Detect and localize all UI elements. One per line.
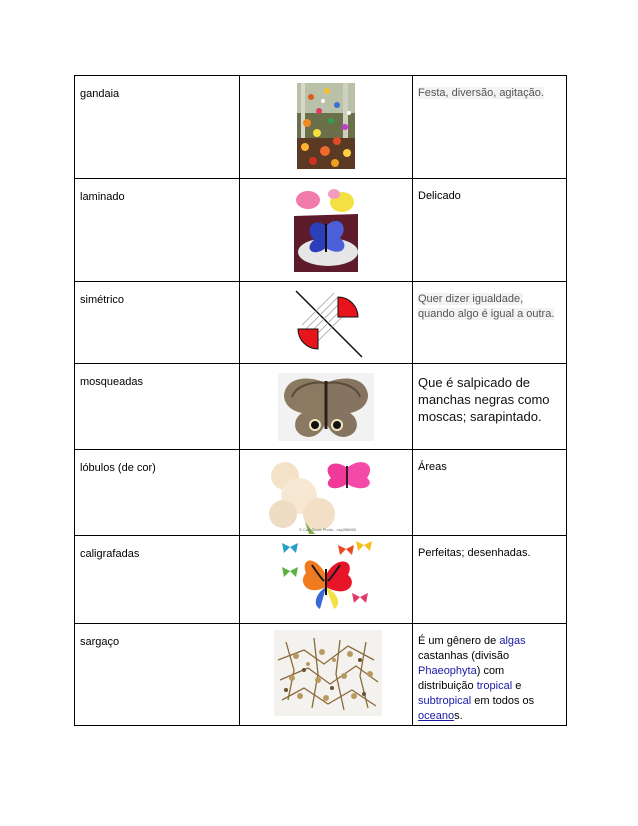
image-cell xyxy=(240,536,413,624)
link-algas[interactable]: algas xyxy=(499,635,526,647)
definition-text: Quer dizer igualdade, quando algo é igual a outra. xyxy=(418,293,555,320)
table-row xyxy=(75,624,567,726)
image-cell xyxy=(240,364,413,450)
word-cell xyxy=(75,364,240,450)
definition-text: Que é salpicado de manchas negras como moscas; sarapintado. xyxy=(418,375,550,424)
link-oceano[interactable]: oceano xyxy=(418,710,455,722)
word-text: simétrico xyxy=(80,294,125,306)
watermark-text: © Can Stock Photo - csp286600 xyxy=(299,527,357,532)
word-cell xyxy=(75,536,240,624)
link-phaeophyta[interactable]: Phaeophyta xyxy=(418,665,477,677)
definition-text: Festa, diversão, agitação. xyxy=(418,87,544,99)
image-cell xyxy=(240,624,413,726)
word-text: gandaia xyxy=(80,88,120,100)
image-cell xyxy=(240,76,413,179)
definition-cell xyxy=(413,76,567,179)
definition-cell xyxy=(413,450,567,536)
pink-butterfly-roses-image xyxy=(269,452,383,534)
festival-butterflies-image xyxy=(297,83,355,169)
table-row xyxy=(75,282,567,364)
image-cell xyxy=(240,450,413,536)
definition-text: Delicado xyxy=(418,190,461,202)
image-cell xyxy=(240,282,413,364)
word-cell xyxy=(75,450,240,536)
word-cell xyxy=(75,282,240,364)
word-text: mosqueadas xyxy=(80,376,143,388)
link-tropical[interactable]: tropical xyxy=(476,680,513,692)
word-text: sargaço xyxy=(80,636,120,648)
owl-butterfly-image xyxy=(278,373,374,441)
word-cell xyxy=(75,624,240,726)
definition-text: Perfeitas; desenhadas. xyxy=(418,547,531,559)
vocabulary-table xyxy=(74,75,567,726)
table-row xyxy=(75,364,567,450)
colorful-butterflies-image xyxy=(276,541,376,619)
table-row xyxy=(75,450,567,536)
blue-butterfly-image xyxy=(294,186,358,272)
sargassum-seaweed-image xyxy=(274,630,382,716)
definition-cell xyxy=(413,536,567,624)
definition-cell xyxy=(413,282,567,364)
image-cell xyxy=(240,179,413,282)
word-text: lóbulos (de cor) xyxy=(80,462,156,474)
word-text: laminado xyxy=(80,191,125,203)
definition-text: Áreas xyxy=(418,461,447,473)
link-subtropical[interactable]: subtropical xyxy=(418,695,472,707)
word-cell xyxy=(75,179,240,282)
definition-cell xyxy=(413,179,567,282)
symmetry-diagram xyxy=(292,289,366,359)
word-cell xyxy=(75,76,240,179)
table-row xyxy=(75,536,567,624)
word-text: caligrafadas xyxy=(80,548,140,560)
table-row xyxy=(75,179,567,282)
definition-cell xyxy=(413,364,567,450)
table-row xyxy=(75,76,567,179)
definition-text: É um gênero de algas castanhas (divisão Phaeophyta) com distribuição tropical e subtropical em todos os oceanos. xyxy=(418,635,535,722)
definition-cell xyxy=(413,624,567,726)
